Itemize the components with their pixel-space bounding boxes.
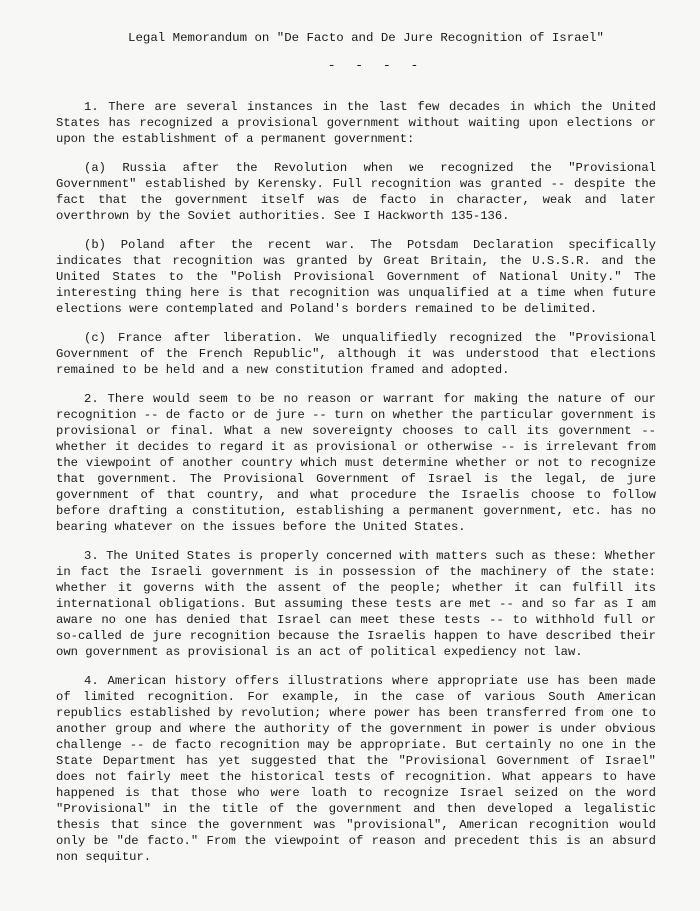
document-title: Legal Memorandum on "De Facto and De Jure Recognition of Israel" xyxy=(128,31,604,45)
title-separator: - - - - xyxy=(327,58,425,73)
paragraph-1a: (a) Russia after the Revolution when we recognized the "Provisional Government" established by Kerensky. Full recognition was granted -- despite the fact that the government itself was de facto in character, weak and later overthrown by the Soviet authorities. See I Hackworth 135-136. xyxy=(56,161,664,223)
paragraph-1: 1. There are several instances in the last few decades in which the United States has recognized a provisional government without waiting upon elections or upon the establishment of a permanent government: xyxy=(56,100,664,146)
paragraph-1c: (c) France after liberation. We unqualifiedly recognized the "Provisional Government of the French Republic", although it was understood that elections remained to be held and a new constitution framed and adopted. xyxy=(56,331,664,377)
paragraph-2: 2. There would seem to be no reason or warrant for making the nature of our recognition -- de facto or de jure -- turn on whether the particular government is provisional or final. What a new sovereignty chooses to call its government -- whether it decides to regard it as provisional or otherwise -- is irrelevant from the viewpoint of another country which must determine whether or not to recognize that government. The Provisional Government of Israel is the legal, de jure government of that country, and what procedure the Israelis choose to follow before drafting a constitution, establishing a permanent government, etc. has no bearing whatever on the issues before the United States. xyxy=(56,392,664,534)
paragraph-3: 3. The United States is properly concerned with matters such as these: Whether in fact the Israeli government is in possession of the machinery of the state: whether it governs with the assent of the people; whether it can fulfill its international obligations. But assuming these tests are met -- and so far as I am aware no one has denied that Israel can meet these tests -- to withhold full or so-called de jure recognition because the Israelis happen to have described their own government as provisional is an act of political expediency not law. xyxy=(56,549,664,659)
paragraph-4: 4. American history offers illustrations where appropriate use has been made of limited recognition. For example, in the case of various South American republics established by revolution; where power has been transferred from one to another group and where the authority of the government in power is under obvious challenge -- de facto recognition may be appropriate. But certainly no one in the State Department has yet suggested that the "Provisional Government of Israel" does not fairly meet the historical tests of recognition. What appears to have happened is that those who were loath to recognize Israel seized on the word "Provisional" in the title of the government and then developed a legalistic thesis that since the government was "provisional", American recognition would only be "de facto." From the viewpoint of reason and precedent this is an absurd non sequitur. xyxy=(56,674,664,864)
paragraph-1b: (b) Poland after the recent war. The Potsdam Declaration specifically indicates that recognition was granted by Great Britain, the U.S.S.R. and the United States to the "Polish Provisional Government of National Unity." The interesting thing here is that recognition was unqualified at a time when future elections were contemplated and Poland's borders remained to be delimited. xyxy=(56,238,664,316)
